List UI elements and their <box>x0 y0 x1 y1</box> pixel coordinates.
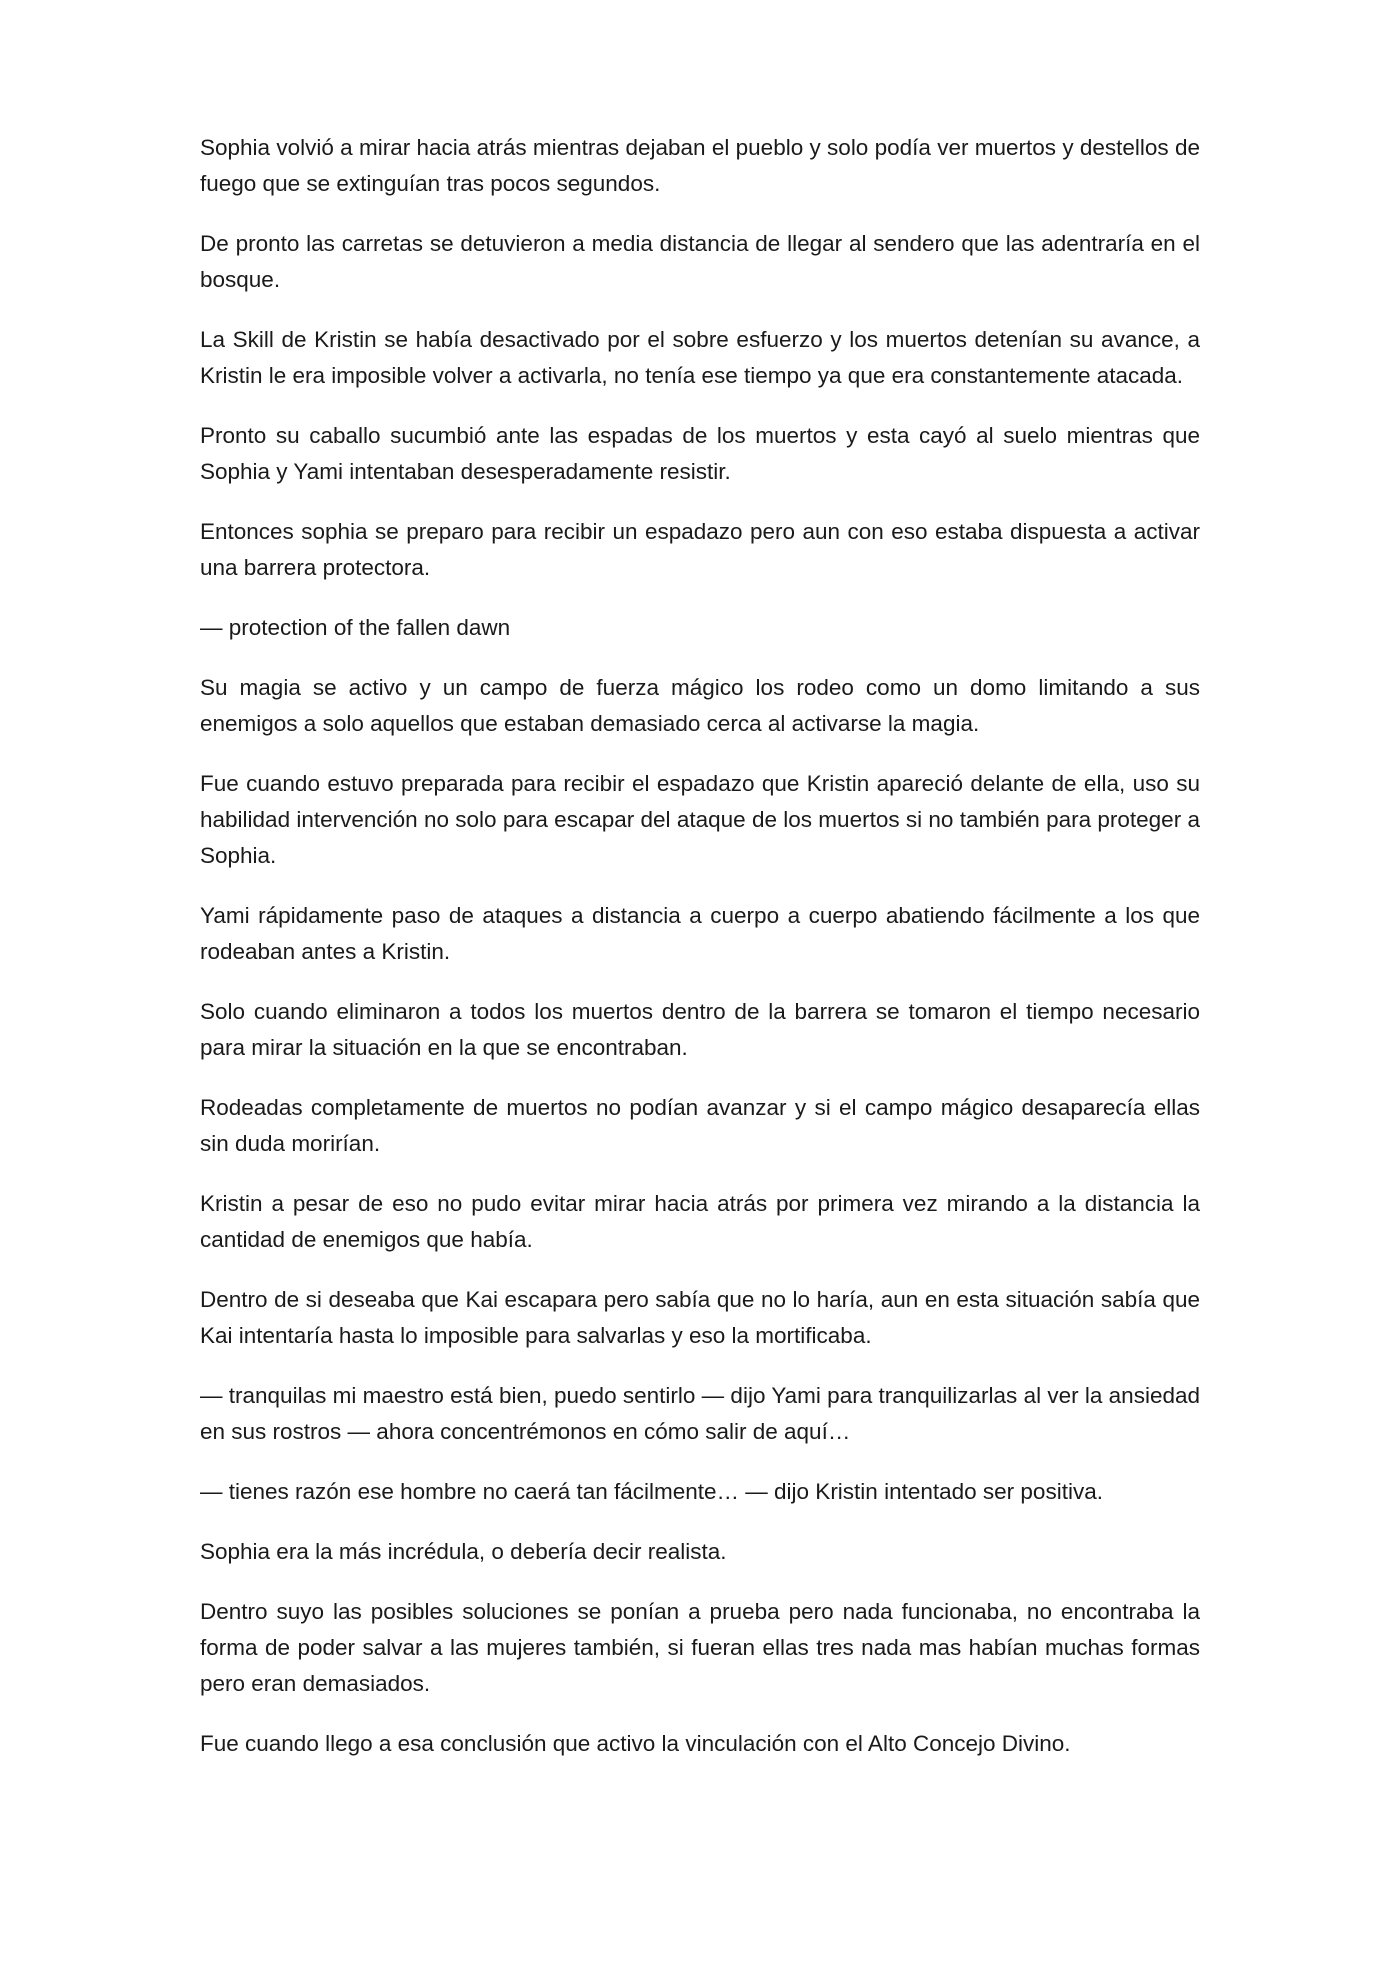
paragraph: Dentro suyo las posibles soluciones se ponían a prueba pero nada funcionaba, no encontraba la forma de poder salvar a las mujeres también, si fueran ellas tres nada mas habían muchas formas pero eran demasiados. <box>200 1599 1200 1696</box>
paragraph: Rodeadas completamente de muertos no podían avanzar y si el campo mágico desaparecía ellas sin duda morirían. <box>200 1095 1200 1156</box>
paragraph: Sophia era la más incrédula, o debería decir realista. <box>200 1539 727 1564</box>
dialogue-line: — tranquilas mi maestro está bien, puedo sentirlo — dijo Yami para tranquilizarlas al ver la ansiedad en sus rostros — ahora concentrémonos en cómo salir de aquí… <box>200 1383 1200 1444</box>
paragraph: Fue cuando llego a esa conclusión que activo la vinculación con el Alto Concejo Divino. <box>200 1731 1071 1756</box>
paragraph: Dentro de si deseaba que Kai escapara pero sabía que no lo haría, aun en esta situación sabía que Kai intentaría hasta lo imposible para salvarlas y eso la mortificaba. <box>200 1287 1200 1348</box>
paragraph: Fue cuando estuvo preparada para recibir el espadazo que Kristin apareció delante de ella, uso su habilidad intervención no solo para escapar del ataque de los muertos si no también para proteger a Sophia. <box>200 771 1200 868</box>
dialogue-line: — tienes razón ese hombre no caerá tan fácilmente… — dijo Kristin intentado ser positiva. <box>200 1479 1103 1504</box>
paragraph: Solo cuando eliminaron a todos los muertos dentro de la barrera se tomaron el tiempo necesario para mirar la situación en la que se encontraban. <box>200 999 1200 1060</box>
paragraph: De pronto las carretas se detuvieron a media distancia de llegar al sendero que las adentraría en el bosque. <box>200 231 1200 292</box>
paragraph: Su magia se activo y un campo de fuerza mágico los rodeo como un domo limitando a sus enemigos a solo aquellos que estaban demasiado cerca al activarse la magia. <box>200 675 1200 736</box>
paragraph: Kristin a pesar de eso no pudo evitar mirar hacia atrás por primera vez mirando a la distancia la cantidad de enemigos que había. <box>200 1191 1200 1252</box>
paragraph: Entonces sophia se preparo para recibir un espadazo pero aun con eso estaba dispuesta a activar una barrera protectora. <box>200 519 1200 580</box>
paragraph: Sophia volvió a mirar hacia atrás mientras dejaban el pueblo y solo podía ver muertos y destellos de fuego que se extinguían tras pocos segundos. <box>200 135 1200 196</box>
document-body <box>200 130 1200 1786</box>
dialogue-line: — protection of the fallen dawn <box>200 615 511 640</box>
paragraph: Yami rápidamente paso de ataques a distancia a cuerpo a cuerpo abatiendo fácilmente a los que rodeaban antes a Kristin. <box>200 903 1200 964</box>
paragraph: La Skill de Kristin se había desactivado por el sobre esfuerzo y los muertos detenían su avance, a Kristin le era imposible volver a activarla, no tenía ese tiempo ya que era constantemente atacada. <box>200 327 1200 388</box>
paragraph: Pronto su caballo sucumbió ante las espadas de los muertos y esta cayó al suelo mientras que Sophia y Yami intentaban desesperadamente resistir. <box>200 423 1200 484</box>
